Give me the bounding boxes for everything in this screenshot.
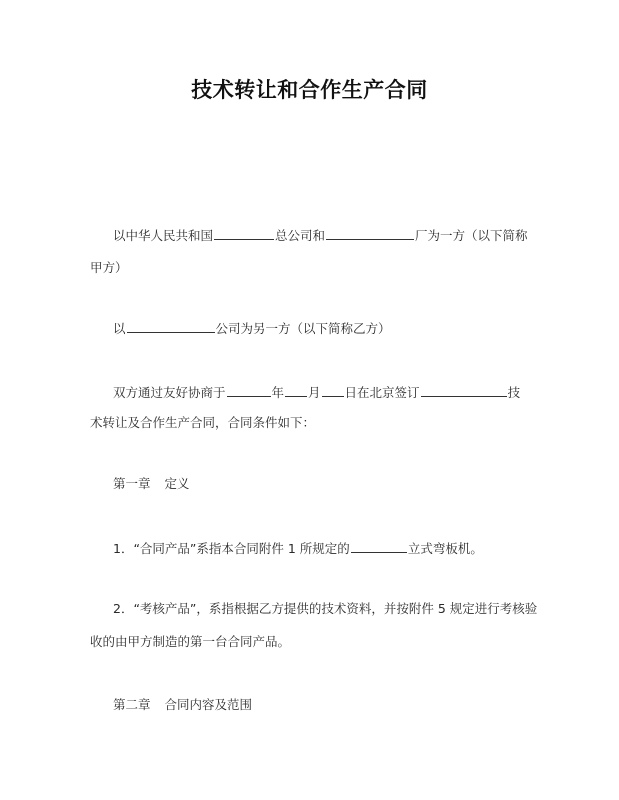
paragraph-signing-line1 — [113, 384, 520, 401]
blank-field-head-company[interactable] — [214, 227, 274, 240]
definition-item-2-line1: 2．“考核产品”，系指根据乙方提供的技术资料，并按附件 5 规定进行考核验 — [113, 601, 538, 616]
chapter-number: 第二章 — [113, 697, 151, 712]
text-segment: 1．“合同产品”系指本合同附件 1 所规定的 — [113, 541, 350, 556]
paragraph-parties-line1 — [113, 227, 528, 244]
text-segment: 公司为另一方（以下简称乙方） — [215, 321, 391, 336]
chapter-title: 合同内容及范围 — [164, 697, 253, 712]
blank-field-company-b[interactable] — [127, 320, 215, 333]
text-segment: 以 — [113, 321, 126, 336]
chapter-title: 定义 — [164, 476, 190, 491]
text-segment: 以中华人民共和国 — [113, 228, 214, 243]
paragraph-parties-line2: 甲方） — [90, 260, 128, 275]
document-title: 技术转让和合作生产合同 — [191, 78, 428, 102]
blank-field-contract-name[interactable] — [421, 384, 507, 397]
chapter-2-heading — [113, 697, 252, 713]
text-segment: 月 — [308, 385, 321, 400]
definition-item-2-line2: 收的由甲方制造的第一台合同产品。 — [90, 634, 291, 649]
text-segment: 厂为一方（以下简称 — [415, 228, 528, 243]
chapter-1-heading — [113, 476, 190, 492]
chapter-number: 第一章 — [113, 476, 151, 491]
text-segment: 双方通过友好协商于 — [113, 385, 226, 400]
definition-item-1 — [113, 540, 483, 557]
blank-field-month[interactable] — [285, 384, 307, 397]
text-segment: 技 — [507, 385, 521, 400]
text-segment: 立式弯板机。 — [407, 541, 483, 556]
blank-field-day[interactable] — [322, 384, 344, 397]
blank-field-year[interactable] — [227, 384, 271, 397]
blank-field-factory[interactable] — [326, 227, 414, 240]
paragraph-signing-line2: 术转让及合作生产合同，合同条件如下： — [90, 415, 316, 430]
text-segment: 年 — [271, 385, 285, 400]
paragraph-party-b — [113, 320, 391, 337]
text-segment: 总公司和 — [275, 228, 326, 243]
text-segment: 日在北京签订 — [344, 385, 420, 400]
blank-field-product[interactable] — [351, 540, 407, 553]
